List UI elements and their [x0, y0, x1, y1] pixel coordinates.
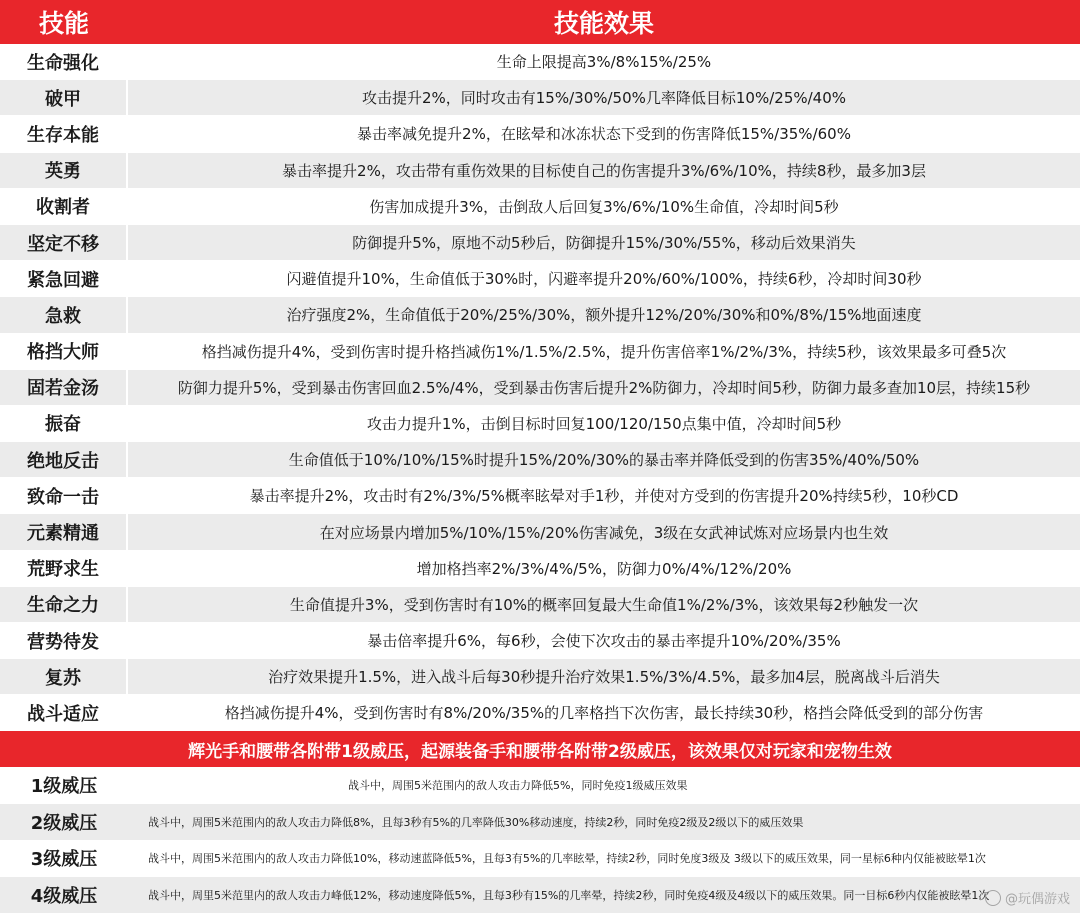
table-row: [0, 225, 1080, 261]
skill-effect: 生命值提升3%，受到伤害时有10%的概率回复最大生命值1%/2%/3%，该效果每2秒触发一次: [128, 587, 1080, 622]
pressure-note-banner: 辉光手和腰带各附带1级威压，起源装备手和腰带各附带2级威压，该效果仅对玩家和宠物生效: [0, 731, 1080, 767]
skill-effect: 在对应场景内增加5%/10%/15%/20%伤害减免，3级在女武神试炼对应场景内也生效: [128, 514, 1080, 549]
pressure-level: 1级威压: [30, 776, 98, 798]
skill-name: 格挡大师: [0, 334, 128, 369]
skill-name: 战斗适应: [0, 695, 128, 730]
pressure-effect: 战斗中，周围5米范围内的敌人攻击力降低8%，且每3秒有5%的几率降低30%移动速度，持续2秒，同时免疫2级及2级以下的威压效果: [148, 815, 804, 829]
skill-effect: 暴击率提升2%，攻击时有2%/3%/5%概率眩晕对手1秒，并使对方受到的伤害提升20%持续5秒，10秒CD: [128, 478, 1080, 513]
skill-effect: 闪避值提升10%，生命值低于30%时，闪避率提升20%/60%/100%，持续6秒，冷却时间30秒: [128, 261, 1080, 296]
skill-name: 破甲: [0, 80, 128, 115]
skill-name: 绝地反击: [0, 442, 128, 477]
table-row: [0, 80, 1080, 116]
table-row: [0, 623, 1080, 659]
skill-effect: 防御提升5%，原地不动5秒后，防御提升15%/30%/55%，移动后效果消失: [128, 225, 1080, 260]
table-row: [0, 587, 1080, 623]
pressure-table: [0, 767, 1080, 913]
skill-name: 坚定不移: [0, 225, 128, 260]
skill-effect: 增加格挡率2%/3%/4%/5%，防御力0%/4%/12%/20%: [128, 551, 1080, 586]
skill-effect: 伤害加成提升3%，击倒敌人后回复3%/6%/10%生命值，冷却时间5秒: [128, 189, 1080, 224]
table-row: [0, 297, 1080, 333]
skill-name: 复苏: [0, 659, 128, 694]
table-row: [0, 406, 1080, 442]
skill-table: [0, 44, 1080, 732]
skill-effect: 治疗强度2%，生命值低于20%/25%/30%，额外提升12%/20%/30%和0%/8%/15%地面速度: [128, 297, 1080, 332]
skill-effect: 治疗效果提升1.5%，进入战斗后每30秒提升治疗效果1.5%/3%/4.5%，最多加4层，脱离战斗后消失: [128, 659, 1080, 694]
table-row: [0, 370, 1080, 406]
skill-effect: 暴击倍率提升6%，每6秒，会使下次攻击的暴击率提升10%/20%/35%: [128, 623, 1080, 658]
table-row: [0, 334, 1080, 370]
skill-name: 营势待发: [0, 623, 128, 658]
skill-effect: 暴击率减免提升2%，在眩晕和冰冻状态下受到的伤害降低15%/35%/60%: [128, 116, 1080, 151]
pressure-level: 2级威压: [30, 812, 98, 834]
skill-name: 生存本能: [0, 116, 128, 151]
skill-name: 振奋: [0, 406, 128, 441]
skill-name: 致命一击: [0, 478, 128, 513]
table-row: [0, 659, 1080, 695]
watermark: [985, 888, 1070, 907]
skill-name: 英勇: [0, 153, 128, 188]
skill-name: 元素精通: [0, 514, 128, 549]
skill-name: 生命强化: [0, 44, 128, 79]
skill-effect: 生命值低于10%/10%/15%时提升15%/20%/30%的暴击率并降低受到的伤害35%/40%/50%: [128, 442, 1080, 477]
table-row: [0, 840, 1080, 877]
table-row: [0, 261, 1080, 297]
skill-effect: 生命上限提高3%/8%15%/25%: [128, 44, 1080, 79]
table-row: [0, 877, 1080, 913]
table-row: [0, 44, 1080, 80]
table-row: [0, 804, 1080, 841]
watermark-text: @玩偶游戏: [1004, 892, 1070, 907]
table-row: [0, 116, 1080, 152]
skill-name: 急救: [0, 297, 128, 332]
skill-effect: 格挡减伤提升4%，受到伤害时有8%/20%/35%的几率格挡下次伤害，最长持续30秒，格挡会降低受到的部分伤害: [128, 695, 1080, 730]
skill-name: 固若金汤: [0, 370, 128, 405]
pressure-effect: 战斗中，周里5米范里内的敌人攻击力峰低12%，移动速度降低5%，且每3秒有15%的几率晕，持续2秒，同时免疫4级及4级以下的威压效果。同一目标6秒内仅能被眩晕1次: [148, 888, 990, 902]
table-row: [0, 514, 1080, 550]
skill-name: 荒野求生: [0, 551, 128, 586]
skill-name: 生命之力: [0, 587, 128, 622]
skill-effect: 暴击率提升2%，攻击带有重伤效果的目标使自己的伤害提升3%/6%/10%，持续8秒，最多加3层: [128, 153, 1080, 188]
header-effect: 技能效果: [553, 9, 654, 38]
table-row: [0, 189, 1080, 225]
pressure-effect: 战斗中，周围5米范围内的敌人攻击力降低10%，移动速蓝降低5%，且每3有5%的几率眩晕，持续2秒，同时免度3级及 3级以下的威压效果，同一星标6种内仅能被眩晕1次: [148, 852, 986, 866]
table-row: [0, 478, 1080, 514]
table-row: [0, 153, 1080, 189]
skill-name: 收割者: [0, 189, 128, 224]
table-row: [0, 695, 1080, 731]
table-row: [0, 767, 1080, 804]
table-header: [0, 0, 1080, 44]
table-row: [0, 551, 1080, 587]
skill-effect: 防御力提升5%，受到暴击伤害回血2.5%/4%，受到暴击伤害后提升2%防御力，冷却时间5秒，防御力最多查加10层，持续15秒: [128, 370, 1080, 405]
pressure-effect: 战斗中，周围5米范围内的敌人攻击力降低5%，同时免疫1级威压效果: [348, 779, 688, 793]
header-skill: 技能: [38, 9, 89, 38]
skill-name: 紧急回避: [0, 261, 128, 296]
chat-icon: [985, 890, 1001, 906]
pressure-level: 4级威压: [30, 885, 98, 907]
skill-effect: 格挡减伤提升4%，受到伤害时提升格挡减伤1%/1.5%/2.5%，提升伤害倍率1%/2%/3%，持续5秒，该效果最多可叠5次: [128, 334, 1080, 369]
pressure-level: 3级威压: [30, 849, 98, 871]
table-row: [0, 442, 1080, 478]
skill-effect: 攻击提升2%，同时攻击有15%/30%/50%几率降低目标10%/25%/40%: [128, 80, 1080, 115]
skill-effect: 攻击力提升1%，击倒目标时回复100/120/150点集中值，冷却时间5秒: [128, 406, 1080, 441]
